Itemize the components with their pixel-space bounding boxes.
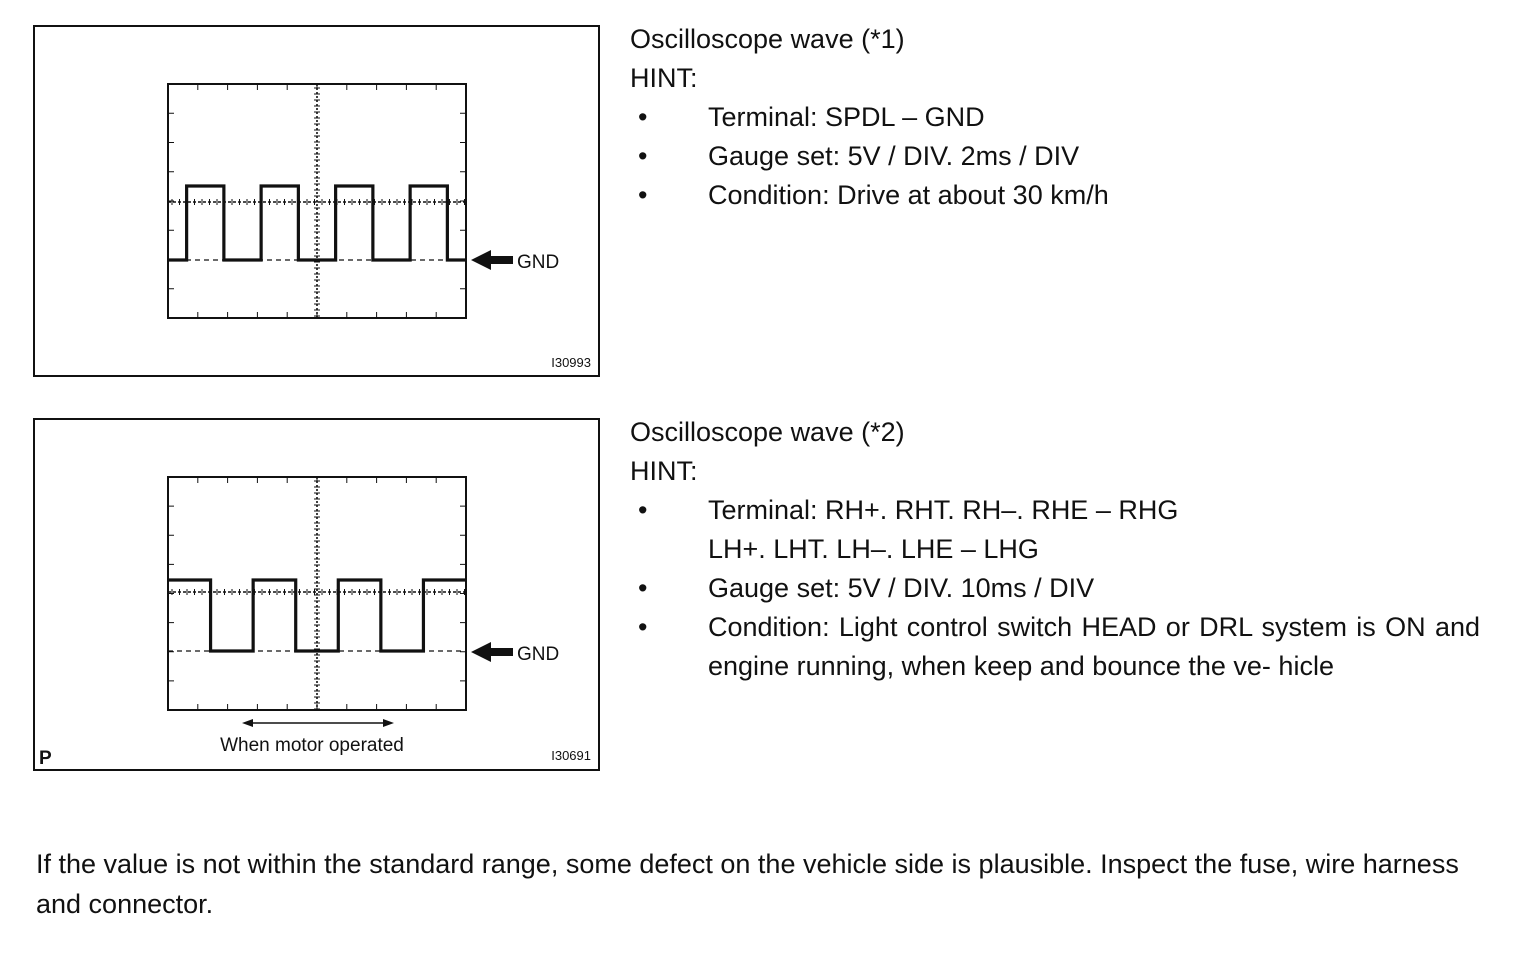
figure-id-1: I30993 [551, 355, 591, 370]
list-item [630, 176, 1480, 215]
hint-item-condition: Condition: Light control switch HEAD or DRL system is ON and engine running, when keep and bounce the ve- hicle [708, 612, 1480, 681]
hint-item-terminal-rh: Terminal: RH+. RHT. RH–. RHE – RHG [708, 495, 1179, 525]
gnd-label-2: GND [517, 644, 560, 665]
scope-graticule-1 [168, 84, 466, 318]
list-item [630, 137, 1480, 176]
bullet-icon: • [638, 573, 648, 603]
section-title-1: Oscilloscope wave (*1) [630, 24, 905, 54]
hint-section-1 [630, 20, 1480, 215]
gnd-arrow-icon [471, 642, 513, 662]
section-title-2: Oscilloscope wave (*2) [630, 417, 905, 447]
bullet-icon: • [638, 180, 648, 210]
hint-item-terminal: Terminal: SPDL – GND [708, 102, 985, 132]
oscilloscope-figure-1 [33, 25, 600, 377]
hint-item-terminal-lh: LH+. LHT. LH–. LHE – LHG [708, 534, 1039, 564]
gnd-arrow-icon [471, 250, 513, 270]
scope-screen-2 [35, 420, 598, 769]
double-arrow-icon [242, 719, 394, 727]
bullet-icon: • [638, 102, 648, 132]
bullet-icon: • [638, 495, 648, 525]
hint-item-gauge: Gauge set: 5V / DIV. 10ms / DIV [708, 573, 1095, 603]
scope-screen-1 [35, 27, 598, 375]
list-item [630, 98, 1480, 137]
hint-item-gauge: Gauge set: 5V / DIV. 2ms / DIV [708, 141, 1080, 171]
hint-section-2 [630, 413, 1480, 686]
list-item [630, 569, 1480, 608]
hint-item-condition: Condition: Drive at about 30 km/h [708, 180, 1109, 210]
list-item [630, 608, 1480, 686]
gnd-label-1: GND [517, 252, 560, 273]
figure-id-2: I30691 [551, 748, 591, 763]
footer-paragraph: If the value is not within the standard range, some defect on the vehicle side is plausible. Inspect the fuse, wire harness and connector. [36, 849, 1459, 919]
arrow-caption: When motor operated [220, 735, 404, 756]
bullet-icon: • [638, 141, 648, 171]
bullet-icon: • [638, 612, 648, 642]
hint-label-2: HINT: [630, 456, 698, 486]
oscilloscope-figure-2 [33, 418, 600, 771]
hint-label-1: HINT: [630, 63, 698, 93]
scope-graticule-2 [168, 477, 466, 710]
list-item [630, 491, 1480, 569]
corner-mark: P [39, 748, 52, 769]
